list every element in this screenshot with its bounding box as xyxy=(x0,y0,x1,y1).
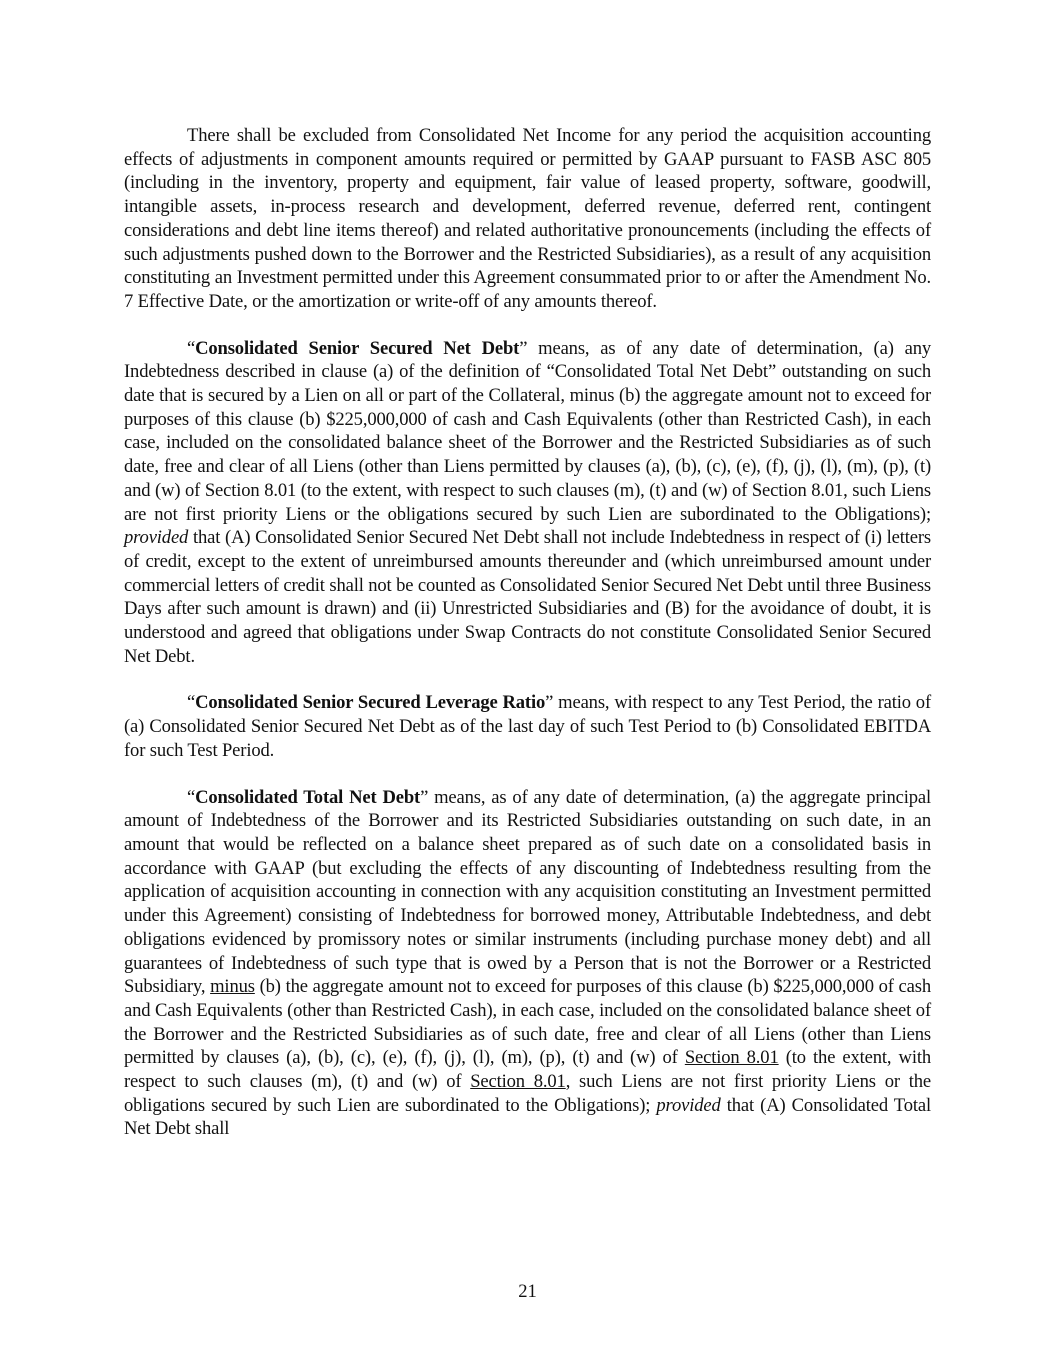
definition-consolidated-senior-secured-leverage-ratio xyxy=(124,691,931,762)
definition-text: that (A) Consolidated Total Net Debt shall xyxy=(124,1094,931,1140)
open-quote: “ xyxy=(187,692,196,714)
page-number: 21 xyxy=(518,1281,537,1302)
open-quote: “ xyxy=(187,786,196,808)
italic-term-provided: provided xyxy=(656,1094,721,1116)
definition-text: ” means, as of any date of determination, (a) the aggregate principal amount of Indebtedness of the Borrower and its Restricted Subsidiaries outstanding on such date, in an amount that would be reflected on a balance sheet prepared as of such date on a consolidated basis in accordance with GAAP (but excluding the effects of any discounting of Indebtedness resulting from the application of acquisition accounting in connection with any acquisition constituting an Investment permitted under this Agreement) consisting of Indebtedness for borrowed money, Attributable Indebtedness, and debt obligations evidenced by promissory notes or similar instruments (including purchase money debt) and all guarantees of Indebtedness of such type that is owed by a Person that is not the Borrower or a Restricted Subsidiary, xyxy=(124,786,931,998)
paragraph-text: There shall be excluded from Consolidated Net Income for any period the acquisition accounting effects of adjustments in component amounts required or permitted by GAAP pursuant to FASB ASC 805 (including in the inventory, property and equipment, fair value of leased property, software, goodwill, intangible assets, in-process research and development, deferred revenue, deferred rent, contingent considerations and debt line items thereof) and related authoritative pronouncements (including the effects of such adjustments pushed down to the Borrower and the Restricted Subsidiaries), as a result of any acquisition constituting an Investment permitted under this Agreement consummated prior to or after the Amendment No. 7 Effective Date, or the amortization or write-off of any amounts thereof. xyxy=(124,125,931,312)
open-quote: “ xyxy=(187,337,196,359)
defined-term: Consolidated Senior Secured Leverage Ratio xyxy=(195,692,546,714)
defined-term: Consolidated Total Net Debt xyxy=(195,786,421,808)
document-page xyxy=(124,124,931,1164)
definition-text: ” means, as of any date of determination, (a) any Indebtedness described in clause (a) of the definition of “Consolidated Total Net Debt” outstanding on such date that is secured by a Lien on all or part of the Collateral, minus (b) the aggregate amount not to exceed for purposes of this clause (b) $225,000,000 of cash and Cash Equivalents (other than Restricted Cash), in each case, included on the consolidated balance sheet of the Borrower and the Restricted Subsidiaries as of such date, free and clear of all Liens (other than Liens permitted by clauses (a), (b), (c), (e), (f), (j), (l), (m), (p), (t) and (w) of Section 8.01 (to the extent, with respect to such clauses (m), (t) and (w) of Section 8.01, such Liens are not first priority Liens or the obligations secured by such Lien are subordinated to the Obligations); xyxy=(124,337,931,525)
defined-term: Consolidated Senior Secured Net Debt xyxy=(195,337,520,359)
section-reference-link[interactable]: Section 8.01 xyxy=(470,1071,566,1093)
definition-text: ” means, with respect to any Test Period, the ratio of (a) Consolidated Senior Secured Net Debt as of the last day of such Test Period to (b) Consolidated EBITDA for such Test Period. xyxy=(124,692,931,761)
definition-consolidated-total-net-debt xyxy=(124,786,931,1142)
paragraph-acquisition-accounting xyxy=(124,124,931,314)
definition-consolidated-senior-secured-net-debt xyxy=(124,337,931,669)
italic-term-provided: provided xyxy=(124,527,189,549)
definition-text: , such Liens are not first priority Liens or the obligations secured by such Lien are subordinated to the Obligations); xyxy=(124,1071,931,1116)
definition-text: that (A) Consolidated Senior Secured Net Debt shall not include Indebtedness in respect of (i) letters of credit, except to the extent of unreimbursed amounts thereunder and (which unreimbursed amount under commercial letters of credit shall not be counted as Consolidated Senior Secured Net Debt until three Business Days after such amount is drawn) and (ii) Unrestricted Subsidiaries and (B) for the avoidance of doubt, it is understood and agreed that obligations under Swap Contracts do not constitute Consolidated Senior Secured Net Debt. xyxy=(124,527,931,667)
definition-text: (b) the aggregate amount not to exceed for purposes of this clause (b) $225,000,000 of cash and Cash Equivalents (other than Restricted Cash), in each case, included on the consolidated balance sheet of the Borrower and the Restricted Subsidiaries as of such date, free and clear of all Liens (other than Liens permitted by clauses (a), (b), (c), (e), (f), (j), (l), (m), (p), (t) and (w) of xyxy=(124,976,931,1069)
definition-text: (to the extent, with respect to such clauses (m), (t) and (w) of xyxy=(124,1047,931,1093)
section-reference-link[interactable]: Section 8.01 xyxy=(684,1047,779,1069)
underlined-term-minus: minus xyxy=(210,976,255,998)
